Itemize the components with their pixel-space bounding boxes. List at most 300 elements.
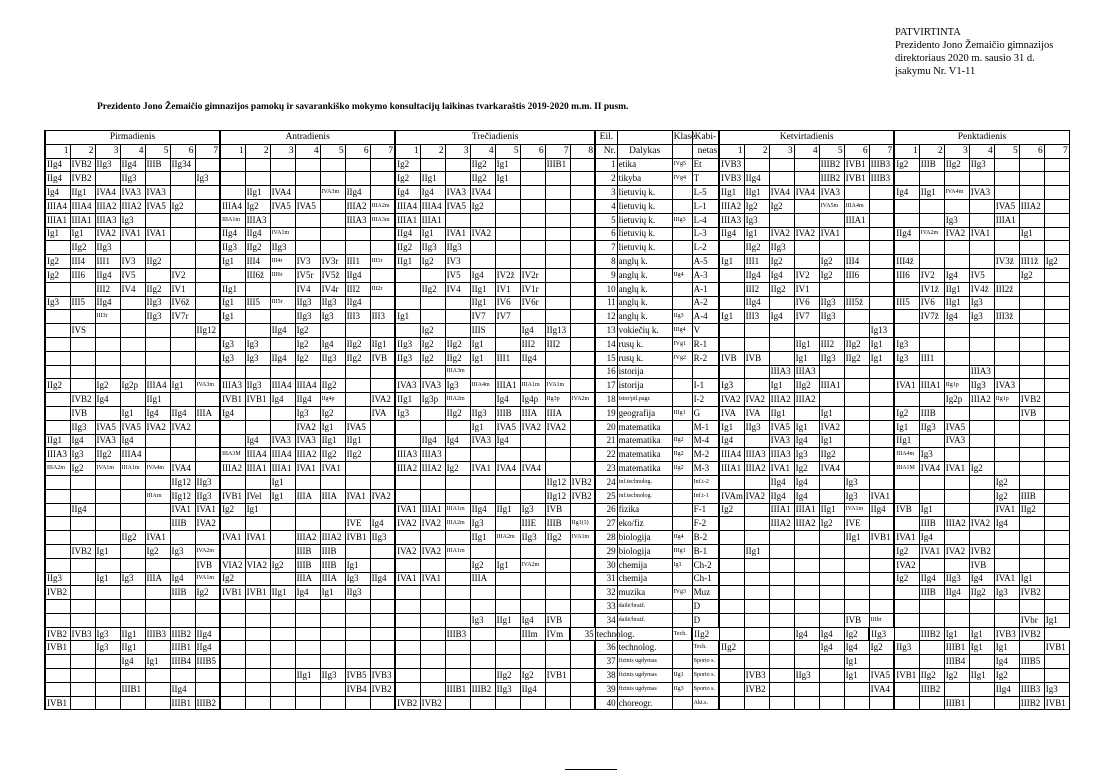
schedule-cell xyxy=(495,448,520,462)
schedule-cell xyxy=(1019,379,1044,393)
schedule-cell xyxy=(345,379,370,393)
room-code: L-3 xyxy=(692,227,719,241)
schedule-cell: Ig3 xyxy=(1044,682,1069,696)
schedule-cell xyxy=(495,227,520,241)
schedule-cell: IV4r xyxy=(320,282,345,296)
schedule-cell: IIIA xyxy=(320,489,345,503)
table-row xyxy=(45,434,1069,448)
schedule-cell: IVB2 xyxy=(570,489,595,503)
schedule-cell: IIIA2m xyxy=(45,462,70,476)
schedule-cell xyxy=(894,199,919,213)
schedule-cell: Ig2 xyxy=(45,268,70,282)
schedule-cell: IVA2 xyxy=(545,420,570,434)
schedule-cell: Ig4 xyxy=(120,434,145,448)
schedule-cell: IIg34 xyxy=(170,158,195,172)
schedule-cell: III1r xyxy=(370,255,395,269)
schedule-cell: Ig3 xyxy=(894,337,919,351)
schedule-cell: IIg12 xyxy=(545,475,570,489)
schedule-cell: IIIA3 xyxy=(245,213,270,227)
table-row xyxy=(45,268,1069,282)
schedule-cell xyxy=(70,558,95,572)
schedule-cell xyxy=(969,600,994,614)
class-code xyxy=(672,600,692,614)
schedule-cell: Ig3 xyxy=(844,475,869,489)
schedule-cell: Ig2 xyxy=(520,669,545,683)
schedule-cell xyxy=(345,613,370,627)
schedule-cell: IVB xyxy=(894,503,919,517)
schedule-cell xyxy=(370,544,395,558)
schedule-cell xyxy=(470,255,495,269)
schedule-cell: III5 xyxy=(245,296,270,310)
schedule-cell: IIg1 xyxy=(270,586,295,600)
schedule-cell xyxy=(95,558,120,572)
schedule-cell: IVA2 xyxy=(769,227,794,241)
schedule-cell xyxy=(445,420,470,434)
schedule-cell: IV3r xyxy=(320,255,345,269)
schedule-cell: IIg3 xyxy=(245,379,270,393)
schedule-cell xyxy=(195,186,220,200)
schedule-cell xyxy=(794,255,819,269)
schedule-cell xyxy=(869,558,894,572)
subject-name: inf.technolog. xyxy=(617,475,672,489)
schedule-cell xyxy=(495,337,520,351)
schedule-cell xyxy=(719,558,744,572)
schedule-cell xyxy=(969,213,994,227)
schedule-cell xyxy=(944,448,969,462)
schedule-cell: IIIA4m xyxy=(844,199,869,213)
schedule-cell xyxy=(270,572,295,586)
schedule-cell xyxy=(894,393,919,407)
schedule-cell: Ig2 xyxy=(295,324,320,338)
subject-name: matematika xyxy=(617,434,672,448)
schedule-cell: IVB2 xyxy=(570,475,595,489)
schedule-cell: Ig3 xyxy=(395,406,420,420)
schedule-cell: Ig1 xyxy=(45,227,70,241)
schedule-cell xyxy=(944,199,969,213)
schedule-cell xyxy=(70,682,95,696)
schedule-cell xyxy=(45,517,70,531)
row-number: 21 xyxy=(595,434,617,448)
schedule-cell: Ig3 xyxy=(470,517,495,531)
schedule-cell: Ig1 xyxy=(944,627,969,641)
schedule-cell xyxy=(570,558,595,572)
schedule-cell xyxy=(869,255,894,269)
schedule-cell xyxy=(719,324,744,338)
schedule-cell xyxy=(545,241,570,255)
schedule-cell xyxy=(894,586,919,600)
subject-name: anglų k. xyxy=(617,255,672,269)
schedule-cell xyxy=(295,365,320,379)
row-number: 1 xyxy=(595,158,617,172)
schedule-cell xyxy=(420,296,445,310)
schedule-cell: IIIA4 xyxy=(270,379,295,393)
schedule-cell: Ig4 xyxy=(245,434,270,448)
schedule-cell: IVA3 xyxy=(819,186,844,200)
schedule-cell xyxy=(994,448,1019,462)
schedule-cell: IVB3 xyxy=(370,669,395,683)
schedule-cell: IIIA2 xyxy=(295,531,320,545)
schedule-cell xyxy=(844,393,869,407)
subject-name: etika xyxy=(617,158,672,172)
schedule-cell: Ig2 xyxy=(944,669,969,683)
schedule-cell xyxy=(170,600,195,614)
schedule-cell xyxy=(195,337,220,351)
schedule-cell: IIg2 xyxy=(395,241,420,255)
schedule-cell: IVA2 xyxy=(744,393,769,407)
schedule-cell xyxy=(270,613,295,627)
schedule-cell: Ig2 xyxy=(70,462,95,476)
schedule-cell: IIg1 xyxy=(844,531,869,545)
row-number: 14 xyxy=(595,337,617,351)
schedule-cell xyxy=(894,324,919,338)
schedule-cell: Ig2 xyxy=(819,268,844,282)
schedule-cell: Ig4 xyxy=(794,627,819,641)
schedule-cell xyxy=(270,544,295,558)
row-number: 29 xyxy=(595,544,617,558)
schedule-cell: IVB2 xyxy=(969,544,994,558)
schedule-cell xyxy=(794,324,819,338)
schedule-cell: IIg3 xyxy=(120,172,145,186)
schedule-cell xyxy=(170,613,195,627)
schedule-cell xyxy=(220,158,245,172)
schedule-cell: IIg2 xyxy=(445,351,470,365)
schedule-cell xyxy=(445,296,470,310)
period-mon-2: 2 xyxy=(70,144,95,158)
table-row xyxy=(45,158,1069,172)
schedule-cell: Ig2 xyxy=(420,324,445,338)
schedule-cell: IIg4 xyxy=(170,682,195,696)
schedule-cell xyxy=(120,296,145,310)
schedule-cell xyxy=(245,641,270,655)
schedule-cell xyxy=(769,696,794,710)
schedule-cell xyxy=(545,310,570,324)
schedule-cell xyxy=(295,158,320,172)
row-number: 19 xyxy=(595,406,617,420)
room-code: Ch-1 xyxy=(692,572,719,586)
schedule-cell: IIIA1 xyxy=(794,503,819,517)
schedule-cell: IIg2 xyxy=(844,351,869,365)
schedule-cell xyxy=(819,682,844,696)
schedule-cell xyxy=(345,503,370,517)
room-code: I-1 xyxy=(692,379,719,393)
schedule-cell xyxy=(70,613,95,627)
subject-name: dailė/braiž. xyxy=(617,600,672,614)
schedule-cell: IVA1 xyxy=(869,489,894,503)
table-row xyxy=(45,448,1069,462)
schedule-cell: IIIB1 xyxy=(944,641,969,655)
subject-name: lietuvių k. xyxy=(617,186,672,200)
schedule-cell: IIg3 xyxy=(145,310,170,324)
schedule-cell: IIg4 xyxy=(944,586,969,600)
subject-name: anglų k. xyxy=(617,296,672,310)
schedule-cell xyxy=(270,627,295,641)
schedule-cell xyxy=(1044,199,1069,213)
class-code: IVg5 xyxy=(672,158,692,172)
schedule-cell xyxy=(545,544,570,558)
schedule-cell: Ig1 xyxy=(120,406,145,420)
schedule-cell: Ig4 xyxy=(994,655,1019,669)
room-code: Akt.s. xyxy=(692,696,719,710)
schedule-cell: IVA5 xyxy=(145,199,170,213)
subject-name: chemija xyxy=(617,558,672,572)
schedule-cell xyxy=(769,641,794,655)
schedule-cell xyxy=(145,434,170,448)
schedule-cell xyxy=(844,462,869,476)
schedule-cell: IIg2 xyxy=(769,282,794,296)
schedule-cell xyxy=(445,586,470,600)
schedule-cell: IIIB3 xyxy=(445,627,470,641)
schedule-cell xyxy=(1044,172,1069,186)
schedule-cell: Ig3 xyxy=(520,503,545,517)
schedule-cell xyxy=(844,227,869,241)
schedule-cell xyxy=(470,241,495,255)
schedule-cell: IVB2 xyxy=(70,172,95,186)
schedule-cell xyxy=(395,682,420,696)
schedule-cell xyxy=(245,324,270,338)
schedule-cell: IV5r xyxy=(295,268,320,282)
subject-name: muzika xyxy=(617,586,672,600)
schedule-cell: III1 xyxy=(919,351,944,365)
schedule-cell xyxy=(794,655,819,669)
footer-line xyxy=(565,769,617,770)
schedule-cell: IIg3 xyxy=(470,406,495,420)
schedule-cell xyxy=(719,600,744,614)
schedule-cell xyxy=(1044,365,1069,379)
schedule-cell xyxy=(1044,213,1069,227)
schedule-cell: IIIA2 xyxy=(744,462,769,476)
class-code xyxy=(672,613,692,627)
class-code xyxy=(672,489,692,503)
schedule-cell xyxy=(45,282,70,296)
schedule-cell xyxy=(245,613,270,627)
schedule-cell: IIg2 xyxy=(919,669,944,683)
schedule-cell xyxy=(445,324,470,338)
schedule-cell: Ig2 xyxy=(994,475,1019,489)
room-code: Inf.t-1 xyxy=(692,489,719,503)
schedule-cell: IIIA1 xyxy=(70,213,95,227)
schedule-cell xyxy=(95,172,120,186)
schedule-cell: IIIB3 xyxy=(145,627,170,641)
schedule-cell xyxy=(744,434,769,448)
schedule-cell xyxy=(1044,586,1069,600)
schedule-cell: IIg3 xyxy=(45,572,70,586)
schedule-cell xyxy=(869,572,894,586)
schedule-cell: IV7ž xyxy=(919,310,944,324)
schedule-cell xyxy=(769,213,794,227)
schedule-cell: IV2 xyxy=(170,268,195,282)
row-number: 39 xyxy=(595,682,617,696)
schedule-cell xyxy=(445,600,470,614)
schedule-cell xyxy=(969,448,994,462)
schedule-cell xyxy=(744,613,769,627)
class-code: IIIg3 xyxy=(672,213,692,227)
schedule-cell: IIIA2 xyxy=(769,517,794,531)
schedule-cell xyxy=(819,613,844,627)
schedule-cell xyxy=(220,613,245,627)
schedule-cell xyxy=(145,558,170,572)
row-number: 23 xyxy=(595,462,617,476)
schedule-cell: IIIB1 xyxy=(170,641,195,655)
schedule-cell xyxy=(270,420,295,434)
schedule-cell: Ig2 xyxy=(295,337,320,351)
schedule-cell xyxy=(320,324,345,338)
schedule-cell xyxy=(570,158,595,172)
room-code: D xyxy=(692,613,719,627)
schedule-cell: IIIB xyxy=(1019,489,1044,503)
schedule-cell: VIA2 xyxy=(220,558,245,572)
schedule-cell: IIg13 xyxy=(545,324,570,338)
schedule-cell: IIg2 xyxy=(719,641,744,655)
schedule-cell xyxy=(969,696,994,710)
schedule-cell xyxy=(270,282,295,296)
class-code: IVg3 xyxy=(672,586,692,600)
schedule-cell xyxy=(994,406,1019,420)
schedule-cell xyxy=(145,682,170,696)
schedule-cell xyxy=(794,613,819,627)
schedule-cell xyxy=(95,475,120,489)
schedule-cell xyxy=(744,572,769,586)
schedule-cell: IIIA1m xyxy=(520,379,545,393)
schedule-cell: Ig1 xyxy=(470,420,495,434)
schedule-cell: IIIB2 xyxy=(1019,696,1044,710)
schedule-cell: IVm xyxy=(545,627,570,641)
schedule-cell: IIIA2 xyxy=(420,462,445,476)
schedule-cell xyxy=(1019,296,1044,310)
schedule-cell xyxy=(345,393,370,407)
schedule-cell xyxy=(969,199,994,213)
room-code: R-2 xyxy=(692,351,719,365)
room-code: A-5 xyxy=(692,255,719,269)
schedule-cell xyxy=(769,337,794,351)
period-thu-5: 5 xyxy=(819,144,844,158)
schedule-cell xyxy=(395,282,420,296)
schedule-cell: IIg3 xyxy=(295,310,320,324)
schedule-cell xyxy=(70,489,95,503)
schedule-cell xyxy=(270,641,295,655)
table-row xyxy=(45,655,1069,669)
schedule-cell xyxy=(545,448,570,462)
schedule-cell: IIg4 xyxy=(170,406,195,420)
schedule-cell: Ig2 xyxy=(45,255,70,269)
schedule-cell xyxy=(420,365,445,379)
schedule-cell xyxy=(170,172,195,186)
schedule-cell xyxy=(894,213,919,227)
schedule-cell xyxy=(944,682,969,696)
schedule-cell: IIIA3m xyxy=(445,365,470,379)
room-code: A-1 xyxy=(692,282,719,296)
schedule-cell xyxy=(245,406,270,420)
schedule-cell: IIg4 xyxy=(95,296,120,310)
schedule-cell xyxy=(95,517,120,531)
period-tue-4: 4 xyxy=(295,144,320,158)
schedule-cell: IIg2 xyxy=(470,158,495,172)
schedule-cell: Ig1 xyxy=(495,558,520,572)
schedule-cell xyxy=(844,434,869,448)
class-code xyxy=(672,393,692,407)
schedule-cell: III2 xyxy=(95,282,120,296)
schedule-cell xyxy=(844,600,869,614)
schedule-cell xyxy=(245,572,270,586)
schedule-cell xyxy=(719,655,744,669)
schedule-cell: Ig2 xyxy=(769,255,794,269)
period-thu-3: 3 xyxy=(769,144,794,158)
schedule-cell xyxy=(994,531,1019,545)
schedule-cell xyxy=(220,324,245,338)
schedule-cell xyxy=(495,641,520,655)
schedule-cell xyxy=(769,613,794,627)
schedule-cell xyxy=(320,613,345,627)
schedule-cell: IVA1 xyxy=(944,462,969,476)
table-row xyxy=(45,393,1069,407)
table-row xyxy=(45,227,1069,241)
schedule-cell: Ig2 xyxy=(270,558,295,572)
schedule-cell: III4 xyxy=(245,255,270,269)
schedule-cell xyxy=(95,337,120,351)
schedule-cell: III6 xyxy=(844,268,869,282)
schedule-cell xyxy=(445,572,470,586)
table-row xyxy=(45,282,1069,296)
schedule-cell xyxy=(320,655,345,669)
schedule-cell: IVA1 xyxy=(145,531,170,545)
period-mon-4: 4 xyxy=(120,144,145,158)
schedule-cell xyxy=(95,682,120,696)
nr-subheader: Nr. xyxy=(595,144,617,158)
schedule-cell: IVA4 xyxy=(794,186,819,200)
schedule-cell xyxy=(470,669,495,683)
schedule-cell xyxy=(1044,420,1069,434)
schedule-cell xyxy=(45,420,70,434)
subject-name: lietuvių k. xyxy=(617,199,672,213)
schedule-cell xyxy=(944,558,969,572)
schedule-cell: Ig3 xyxy=(944,213,969,227)
schedule-cell: IIg4 xyxy=(120,158,145,172)
schedule-cell: IIg1 xyxy=(245,186,270,200)
schedule-cell: IIIS xyxy=(470,324,495,338)
schedule-cell xyxy=(195,158,220,172)
period-tue-2: 2 xyxy=(245,144,270,158)
schedule-cell xyxy=(470,600,495,614)
schedule-cell: IVA5 xyxy=(295,199,320,213)
schedule-cell: IIIB2 xyxy=(170,627,195,641)
schedule-cell xyxy=(969,655,994,669)
schedule-cell: Ig2 xyxy=(420,337,445,351)
period-mon-1: 1 xyxy=(45,144,70,158)
approval-stamp xyxy=(895,26,1053,78)
schedule-cell: IIIA1 xyxy=(245,462,270,476)
schedule-cell xyxy=(1019,475,1044,489)
schedule-cell: Ig2 xyxy=(395,172,420,186)
schedule-cell xyxy=(395,434,420,448)
period-mon-6: 6 xyxy=(170,144,195,158)
schedule-cell xyxy=(969,172,994,186)
class-code xyxy=(672,420,692,434)
schedule-cell: IIg1 xyxy=(70,186,95,200)
class-code: IIg2 xyxy=(672,448,692,462)
schedule-cell xyxy=(719,627,744,641)
schedule-cell: IIg1 xyxy=(45,434,70,448)
schedule-cell xyxy=(869,296,894,310)
schedule-cell: IVA4 xyxy=(819,462,844,476)
schedule-cell xyxy=(570,255,595,269)
room-code: Tech. xyxy=(692,641,719,655)
schedule-cell xyxy=(70,379,95,393)
schedule-cell: IIg2 xyxy=(819,448,844,462)
schedule-cell xyxy=(969,613,994,627)
schedule-cell: IIg1 xyxy=(794,337,819,351)
schedule-cell xyxy=(95,613,120,627)
schedule-cell: Ig4 xyxy=(794,489,819,503)
schedule-cell xyxy=(1044,406,1069,420)
